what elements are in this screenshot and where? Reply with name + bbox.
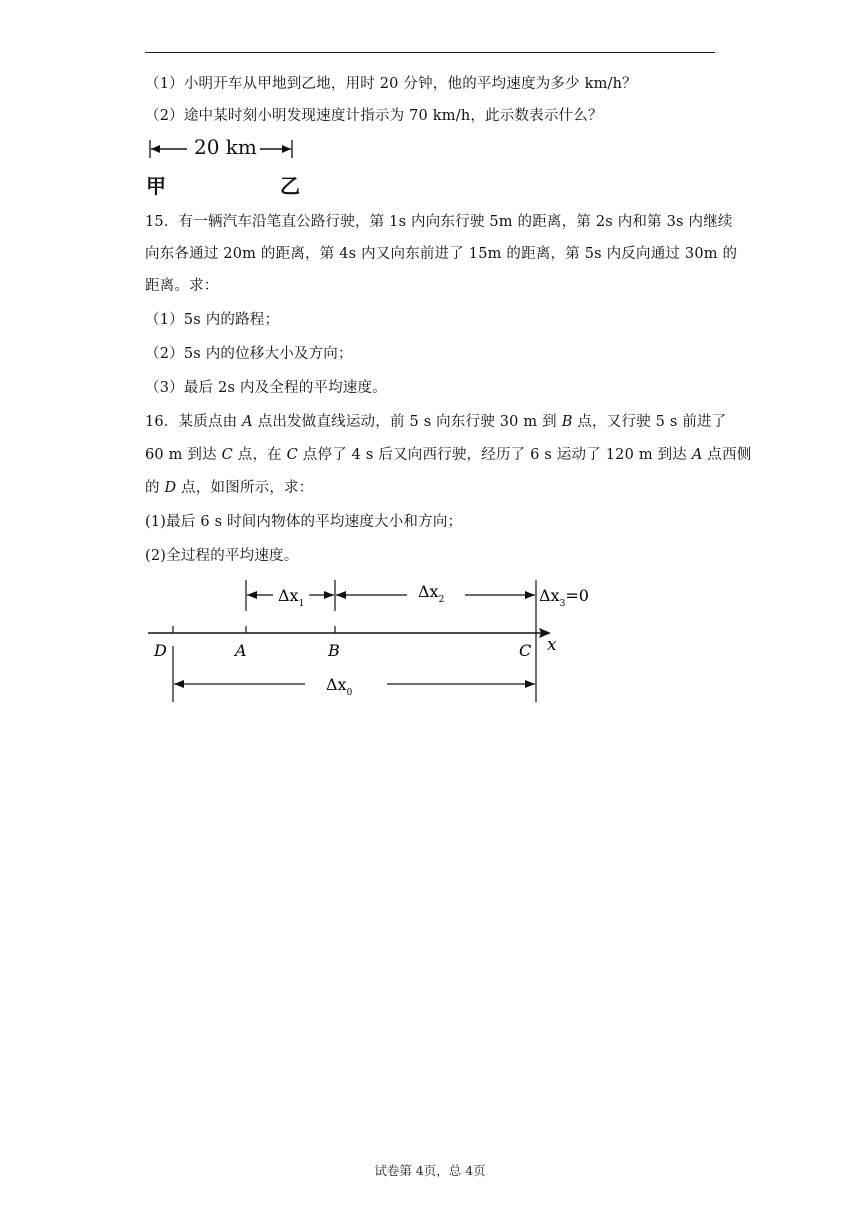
header-rule <box>145 52 715 53</box>
q16-stem-line2: 60 m 到达 C 点，在 C 点停了 4 s 后又向西行驶，经历了 6 s 运动了 120 m 到达 A 点西侧 <box>145 447 752 463</box>
q16-part2: (2)全过程的平均速度。 <box>145 548 299 564</box>
q15-part3: （3）最后 2s 内及全程的平均速度。 <box>145 380 387 396</box>
page-footer: 试卷第 4页，总 4页 <box>374 1163 486 1178</box>
axis-label: x <box>547 635 557 655</box>
q15-stem-line2: 向东各通过 20m 的距离，第 4s 内又向东前进了 15m 的距离，第 5s 内反向通过 30m 的 <box>145 246 738 262</box>
point-label-c: C <box>519 641 532 660</box>
dx1-label: $\Delta x_1$ <box>278 586 305 609</box>
q16-stem-line1: 16．某质点由 A 点出发做直线运动，前 5 s 向东行驶 30 m 到 B 点，又行驶 5 s 前进了 <box>145 414 727 430</box>
start-label: 甲 <box>146 174 166 198</box>
q16-part1: (1)最后 6 s 时间内物体的平均速度大小和方向； <box>145 514 463 530</box>
q15-part1: （1）5s 内的路程； <box>145 312 280 328</box>
dx0-label: $\Delta x_0$ <box>326 675 353 698</box>
q14-part2: （2）途中某时刻小明发现速度计指示为 70 km/h，此示数表示什么？ <box>145 108 603 124</box>
point-label-b: B <box>328 641 340 660</box>
distance-label: 20 km <box>194 135 257 159</box>
q16-displacement-figure <box>145 575 589 710</box>
dx2-label: $\Delta x_2$ <box>418 582 445 605</box>
dx3-label: $\Delta x_3=0$ <box>539 586 589 609</box>
end-label: 乙 <box>280 174 300 198</box>
q15-part2: （2）5s 内的位移大小及方向； <box>145 346 353 362</box>
point-label-a: A <box>235 641 247 660</box>
displacement-diagram <box>145 575 589 710</box>
q16-stem-line3: 的 D 点，如图所示，求： <box>145 480 314 496</box>
q14-part1: （1）小明开车从甲地到乙地，用时 20 分钟，他的平均速度为多少 km/h？ <box>145 76 637 92</box>
q14-distance-figure <box>142 134 312 198</box>
q15-stem-line3: 距离。求： <box>145 278 219 294</box>
q15-stem-line1: 15．有一辆汽车沿笔直公路行驶，第 1s 内向东行驶 5m 的距离，第 2s 内和第 3s 内继续 <box>145 214 733 230</box>
point-label-d: D <box>154 641 167 660</box>
